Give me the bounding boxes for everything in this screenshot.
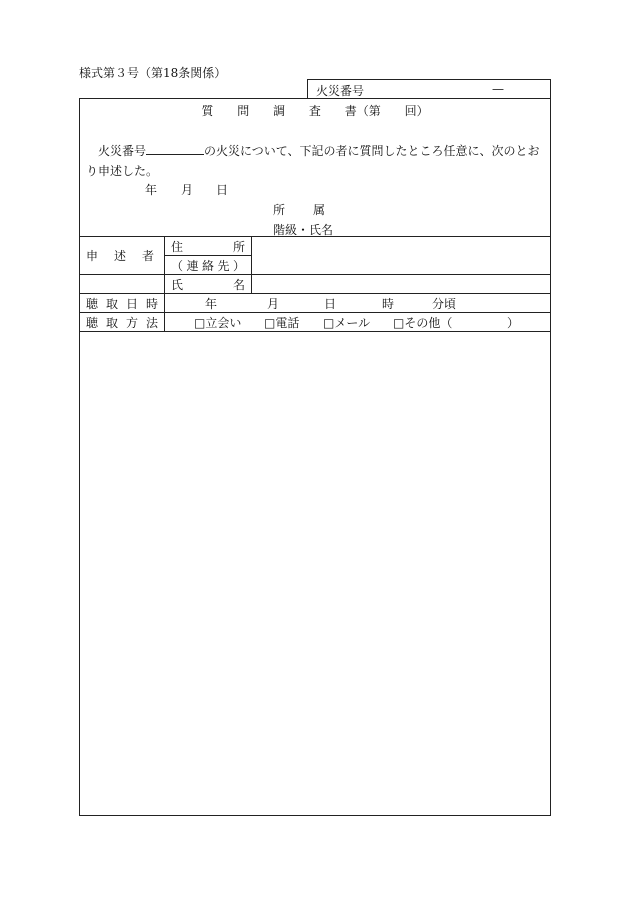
name-label: 氏 名 (165, 275, 252, 294)
fire-number-label: 火災番号 (316, 84, 365, 98)
date-day: 日 (216, 183, 229, 197)
address-field[interactable] (252, 237, 551, 275)
title-char: 回） (404, 104, 429, 118)
affiliation-char: 所 (273, 203, 286, 217)
form-title (80, 102, 550, 119)
hearing-hour: 時 (382, 297, 395, 311)
form-number-label: 様式第３号（第18条関係） (79, 66, 227, 80)
declarant-label: 申 述 者 (80, 237, 165, 275)
hearing-datetime-field[interactable] (165, 294, 551, 313)
declarant-name-spacer (80, 275, 165, 294)
interrogation-form (79, 98, 551, 816)
method-email-checkbox[interactable]: □メール (323, 316, 371, 330)
fire-number-dash: — (492, 82, 504, 96)
address-label: 住 所 (165, 237, 252, 256)
hearing-method-label: 聴 取 方 法 (80, 313, 165, 332)
hearing-day: 日 (324, 297, 337, 311)
date-year: 年 (145, 183, 158, 197)
hearing-minute: 分頃 (432, 297, 457, 311)
hearing-datetime-label: 聴 取 日 時 (80, 294, 165, 313)
method-other-close: ） (507, 316, 520, 330)
title-char: 問 (237, 104, 250, 118)
fire-number-box (307, 79, 551, 98)
affiliation-char: 属 (313, 203, 326, 217)
hearing-method-field (165, 313, 551, 332)
affiliation (273, 201, 325, 218)
details-table (79, 236, 551, 332)
name-field[interactable] (252, 275, 551, 294)
title-char: 査 (308, 104, 321, 118)
contact-label: （ 連 絡 先 ） (165, 256, 252, 275)
statement-prefix: 火災番号 (98, 144, 147, 158)
title-char: 質 (201, 104, 214, 118)
title-char: 書（第 (344, 104, 381, 118)
hearing-month: 月 (267, 297, 280, 311)
title-char: 調 (273, 104, 286, 118)
method-phone-checkbox[interactable]: □電話 (264, 316, 300, 330)
fire-number-blank[interactable] (146, 142, 204, 155)
method-in-person-checkbox[interactable]: □立会い (194, 316, 242, 330)
hearing-year: 年 (205, 297, 218, 311)
statement-suffix: の火災について、下記の者に質問したところ任意に、次のとおり申述した。 (86, 144, 540, 178)
date-month: 月 (181, 183, 194, 197)
rank-name: 階級・氏名 (273, 223, 334, 237)
statement-text (86, 141, 544, 181)
method-other-checkbox[interactable]: □その他（ (393, 316, 453, 330)
